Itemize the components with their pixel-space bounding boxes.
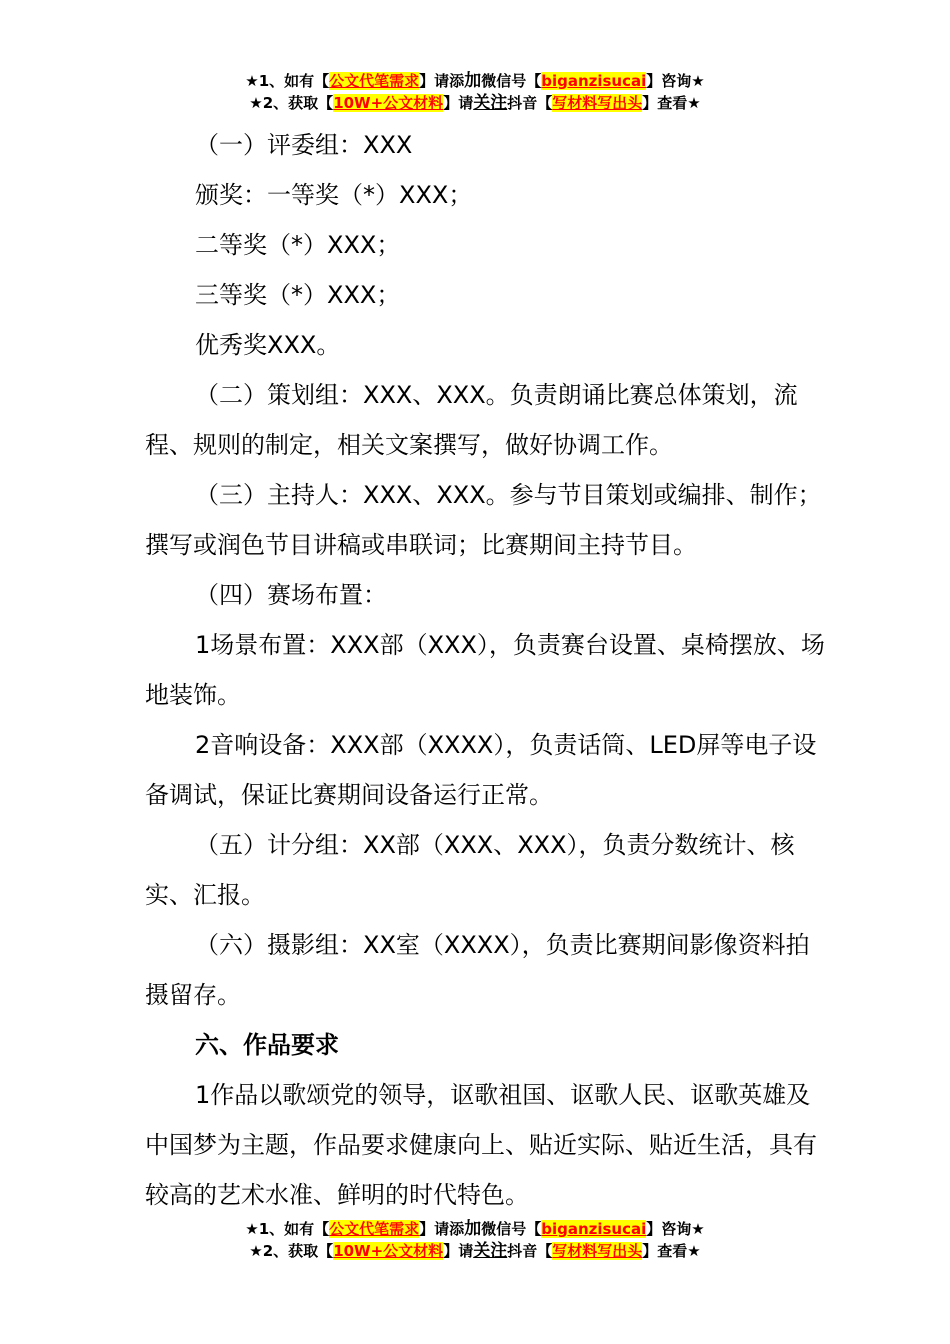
banner-text: 】请 xyxy=(443,94,474,112)
paragraph: 优秀奖XXX。 xyxy=(195,331,341,359)
banner-text: 】请添 xyxy=(419,72,465,90)
paragraph: （一）评委组：XXX xyxy=(195,131,413,159)
paragraph: （六）摄影组：XX室（XXXX），负责比赛期间影像资料拍摄留存。 xyxy=(145,931,810,1009)
banner-emphasis: 关注 xyxy=(473,93,508,113)
banner-text: 微信号【 xyxy=(481,1220,542,1238)
paragraph: 1作品以歌颂党的领导，讴歌祖国、讴歌人民、讴歌英雄及中国梦为主题，作品要求健康向上、贴近实际、贴近生活，具有较高的艺术水准、鲜明的时代特色。 xyxy=(145,1081,817,1209)
paragraph: （三）主持人：XXX、XXX。参与节目策划或编排、制作；撰写或润色节目讲稿或串联词；比赛期间主持节目。 xyxy=(145,481,822,559)
document-body xyxy=(145,120,825,1220)
header-banner xyxy=(0,70,950,114)
footer-banner xyxy=(0,1218,950,1262)
banner-text: ★2、获取【 xyxy=(249,1242,334,1260)
banner-text: 微信号【 xyxy=(481,72,542,90)
banner-text: ★1、如有【 xyxy=(245,72,330,90)
banner-text: 】咨询★ xyxy=(646,72,705,90)
banner-text: 】咨询★ xyxy=(646,1220,705,1238)
banner-highlight: 公文代笔需求 xyxy=(329,72,420,90)
banner-text: 】请添 xyxy=(419,1220,465,1238)
banner-line-2 xyxy=(0,1240,950,1262)
paragraph: （二）策划组：XXX、XXX。负责朗诵比赛总体策划，流程、规则的制定，相关文案撰写，做好协调工作。 xyxy=(145,381,798,459)
banner-emphasis: 关注 xyxy=(473,1241,508,1261)
banner-highlight: 10W+公文材料 xyxy=(333,94,444,112)
paragraph: 颁奖：一等奖（*）XXX； xyxy=(195,181,473,209)
paragraph: 二等奖（*）XXX； xyxy=(195,231,401,259)
banner-text: ★2、获取【 xyxy=(249,94,334,112)
banner-line-2 xyxy=(0,92,950,114)
banner-text: 抖音【 xyxy=(507,94,553,112)
paragraph: 2音响设备：XXX部（XXXX），负责话筒、LED屏等电子设备调试，保证比赛期间设备运行正常。 xyxy=(145,731,817,809)
banner-highlight: 写材料写出头 xyxy=(552,1242,643,1260)
banner-highlight: 10W+公文材料 xyxy=(333,1242,444,1260)
paragraph: （五）计分组：XX部（XXX、XXX），负责分数统计、核实、汇报。 xyxy=(145,831,795,909)
banner-text: 抖音【 xyxy=(507,1242,553,1260)
banner-text: 】查看★ xyxy=(642,1242,701,1260)
paragraph: 1场景布置：XXX部（XXX），负责赛台设置、桌椅摆放、场地装饰。 xyxy=(145,631,825,709)
banner-line-1 xyxy=(0,70,950,92)
banner-emphasis: 加 xyxy=(464,71,482,91)
banner-text: ★1、如有【 xyxy=(245,1220,330,1238)
banner-highlight: biganzisucai xyxy=(541,1220,647,1238)
banner-line-1 xyxy=(0,1218,950,1240)
banner-text: 】查看★ xyxy=(642,94,701,112)
banner-highlight: 写材料写出头 xyxy=(552,94,643,112)
paragraph: 三等奖（*）XXX； xyxy=(195,281,401,309)
banner-text: 】请 xyxy=(443,1242,474,1260)
banner-emphasis: 加 xyxy=(464,1219,482,1239)
banner-highlight: 公文代笔需求 xyxy=(329,1220,420,1238)
section-heading: 六、作品要求 xyxy=(195,1031,339,1059)
banner-highlight: biganzisucai xyxy=(541,72,647,90)
paragraph: （四）赛场布置： xyxy=(195,581,387,609)
